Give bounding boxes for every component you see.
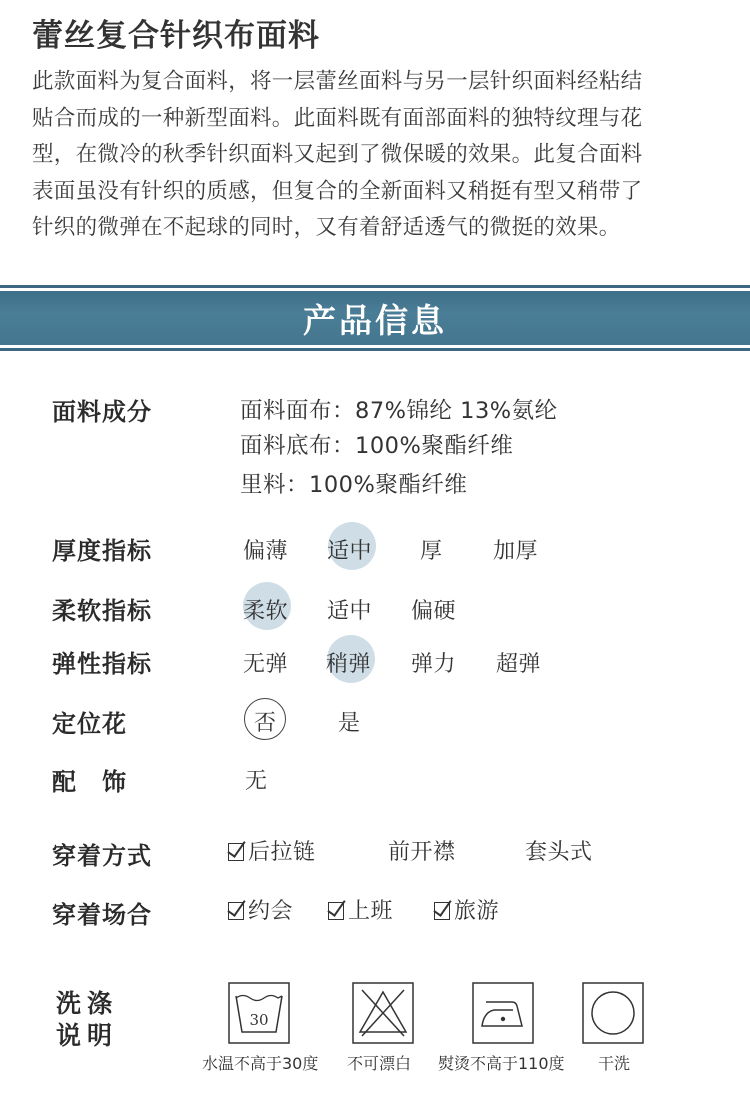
checkbox-checked-icon: [228, 902, 244, 920]
elasticity-option: 弹力: [411, 652, 457, 677]
wear-style-option-checked: [228, 835, 316, 866]
occasion-option-label: 上班: [348, 899, 394, 924]
fabric-line-face: 面料面布：87%锦纶 13%氨纶: [240, 398, 558, 424]
positioning-label: 定位花: [52, 710, 127, 738]
iron-110-icon: [472, 982, 534, 1044]
description-line: 针织的微弹在不起球的同时，又有着舒适透气的微挺的效果。: [32, 215, 621, 240]
thickness-option-selected: 适中: [327, 539, 373, 564]
fabric-line-lining: 里料：100%聚酯纤维: [240, 472, 468, 498]
thickness-label: 厚度指标: [52, 537, 152, 565]
dry-clean-icon: [582, 982, 644, 1044]
thickness-option: 加厚: [493, 539, 539, 564]
softness-option: 适中: [327, 599, 373, 624]
wear-style-option: 前开襟: [388, 840, 456, 865]
washing-label: [56, 988, 118, 1052]
occasion-option-label: 约会: [248, 899, 294, 924]
elasticity-option: 无弹: [243, 652, 289, 677]
checkbox-checked-icon: [434, 902, 450, 920]
occasion-option-checked: [328, 894, 393, 925]
wear-style-label: 穿着方式: [52, 842, 152, 870]
wash-temperature-text: 30: [249, 1011, 269, 1029]
occasion-option-checked: [228, 894, 293, 925]
wear-style-option: 套头式: [525, 840, 593, 865]
thickness-option: 偏薄: [243, 539, 289, 564]
banner-bottom-rule: [0, 348, 750, 351]
wash-caption: 干洗: [598, 1054, 631, 1073]
thickness-option: 厚: [420, 539, 443, 564]
banner-title: 产品信息: [303, 301, 447, 340]
occasion-option-label: 旅游: [454, 899, 500, 924]
positioning-option: 是: [338, 711, 361, 736]
banner-top-rule: [0, 285, 750, 288]
softness-option: 偏硬: [411, 599, 457, 624]
fabric-line-base: 面料底布：100%聚酯纤维: [240, 433, 514, 459]
elasticity-option: 超弹: [496, 652, 542, 677]
wash-caption: 水温不高于30度: [202, 1054, 319, 1073]
section-banner: [0, 285, 750, 353]
checkbox-checked-icon: [228, 843, 244, 861]
accessory-value: 无: [245, 769, 268, 794]
no-bleach-icon: [352, 982, 414, 1044]
washing-label-line: 说明: [56, 1021, 119, 1050]
washing-label-line: 洗涤: [56, 989, 119, 1018]
description-line: 此款面料为复合面料，将一层蕾丝面料与另一层针织面料经粘结: [32, 69, 643, 94]
softness-label: 柔软指标: [52, 597, 152, 625]
checkbox-checked-icon: [328, 902, 344, 920]
product-title: 蕾丝复合针织布面料: [32, 18, 320, 54]
softness-option-selected: 柔软: [243, 599, 289, 624]
wash-caption: 不可漂白: [347, 1054, 412, 1073]
elasticity-label: 弹性指标: [52, 650, 152, 678]
accessory-label: 配 饰: [52, 768, 127, 796]
product-description: [32, 64, 747, 247]
occasion-label: 穿着场合: [52, 901, 152, 929]
description-line: 贴合而成的一种新型面料。此面料既有面部面料的独特纹理与花: [32, 105, 643, 131]
fabric-label: 面料成分: [52, 398, 152, 426]
wash-caption: 熨烫不高于110度: [438, 1054, 565, 1073]
elasticity-option-selected: 稍弹: [326, 652, 372, 677]
wash-30-icon: [228, 982, 290, 1044]
description-line: 表面虽没有针织的质感，但复合的全新面料又稍挺有型又稍带了: [32, 178, 643, 204]
positioning-option-selected: 否: [254, 711, 277, 736]
description-line: 型，在微冷的秋季针织面料又起到了微保暖的效果。此复合面料: [32, 142, 643, 167]
wear-style-option-label: 后拉链: [248, 840, 316, 865]
occasion-option-checked: [434, 894, 499, 925]
